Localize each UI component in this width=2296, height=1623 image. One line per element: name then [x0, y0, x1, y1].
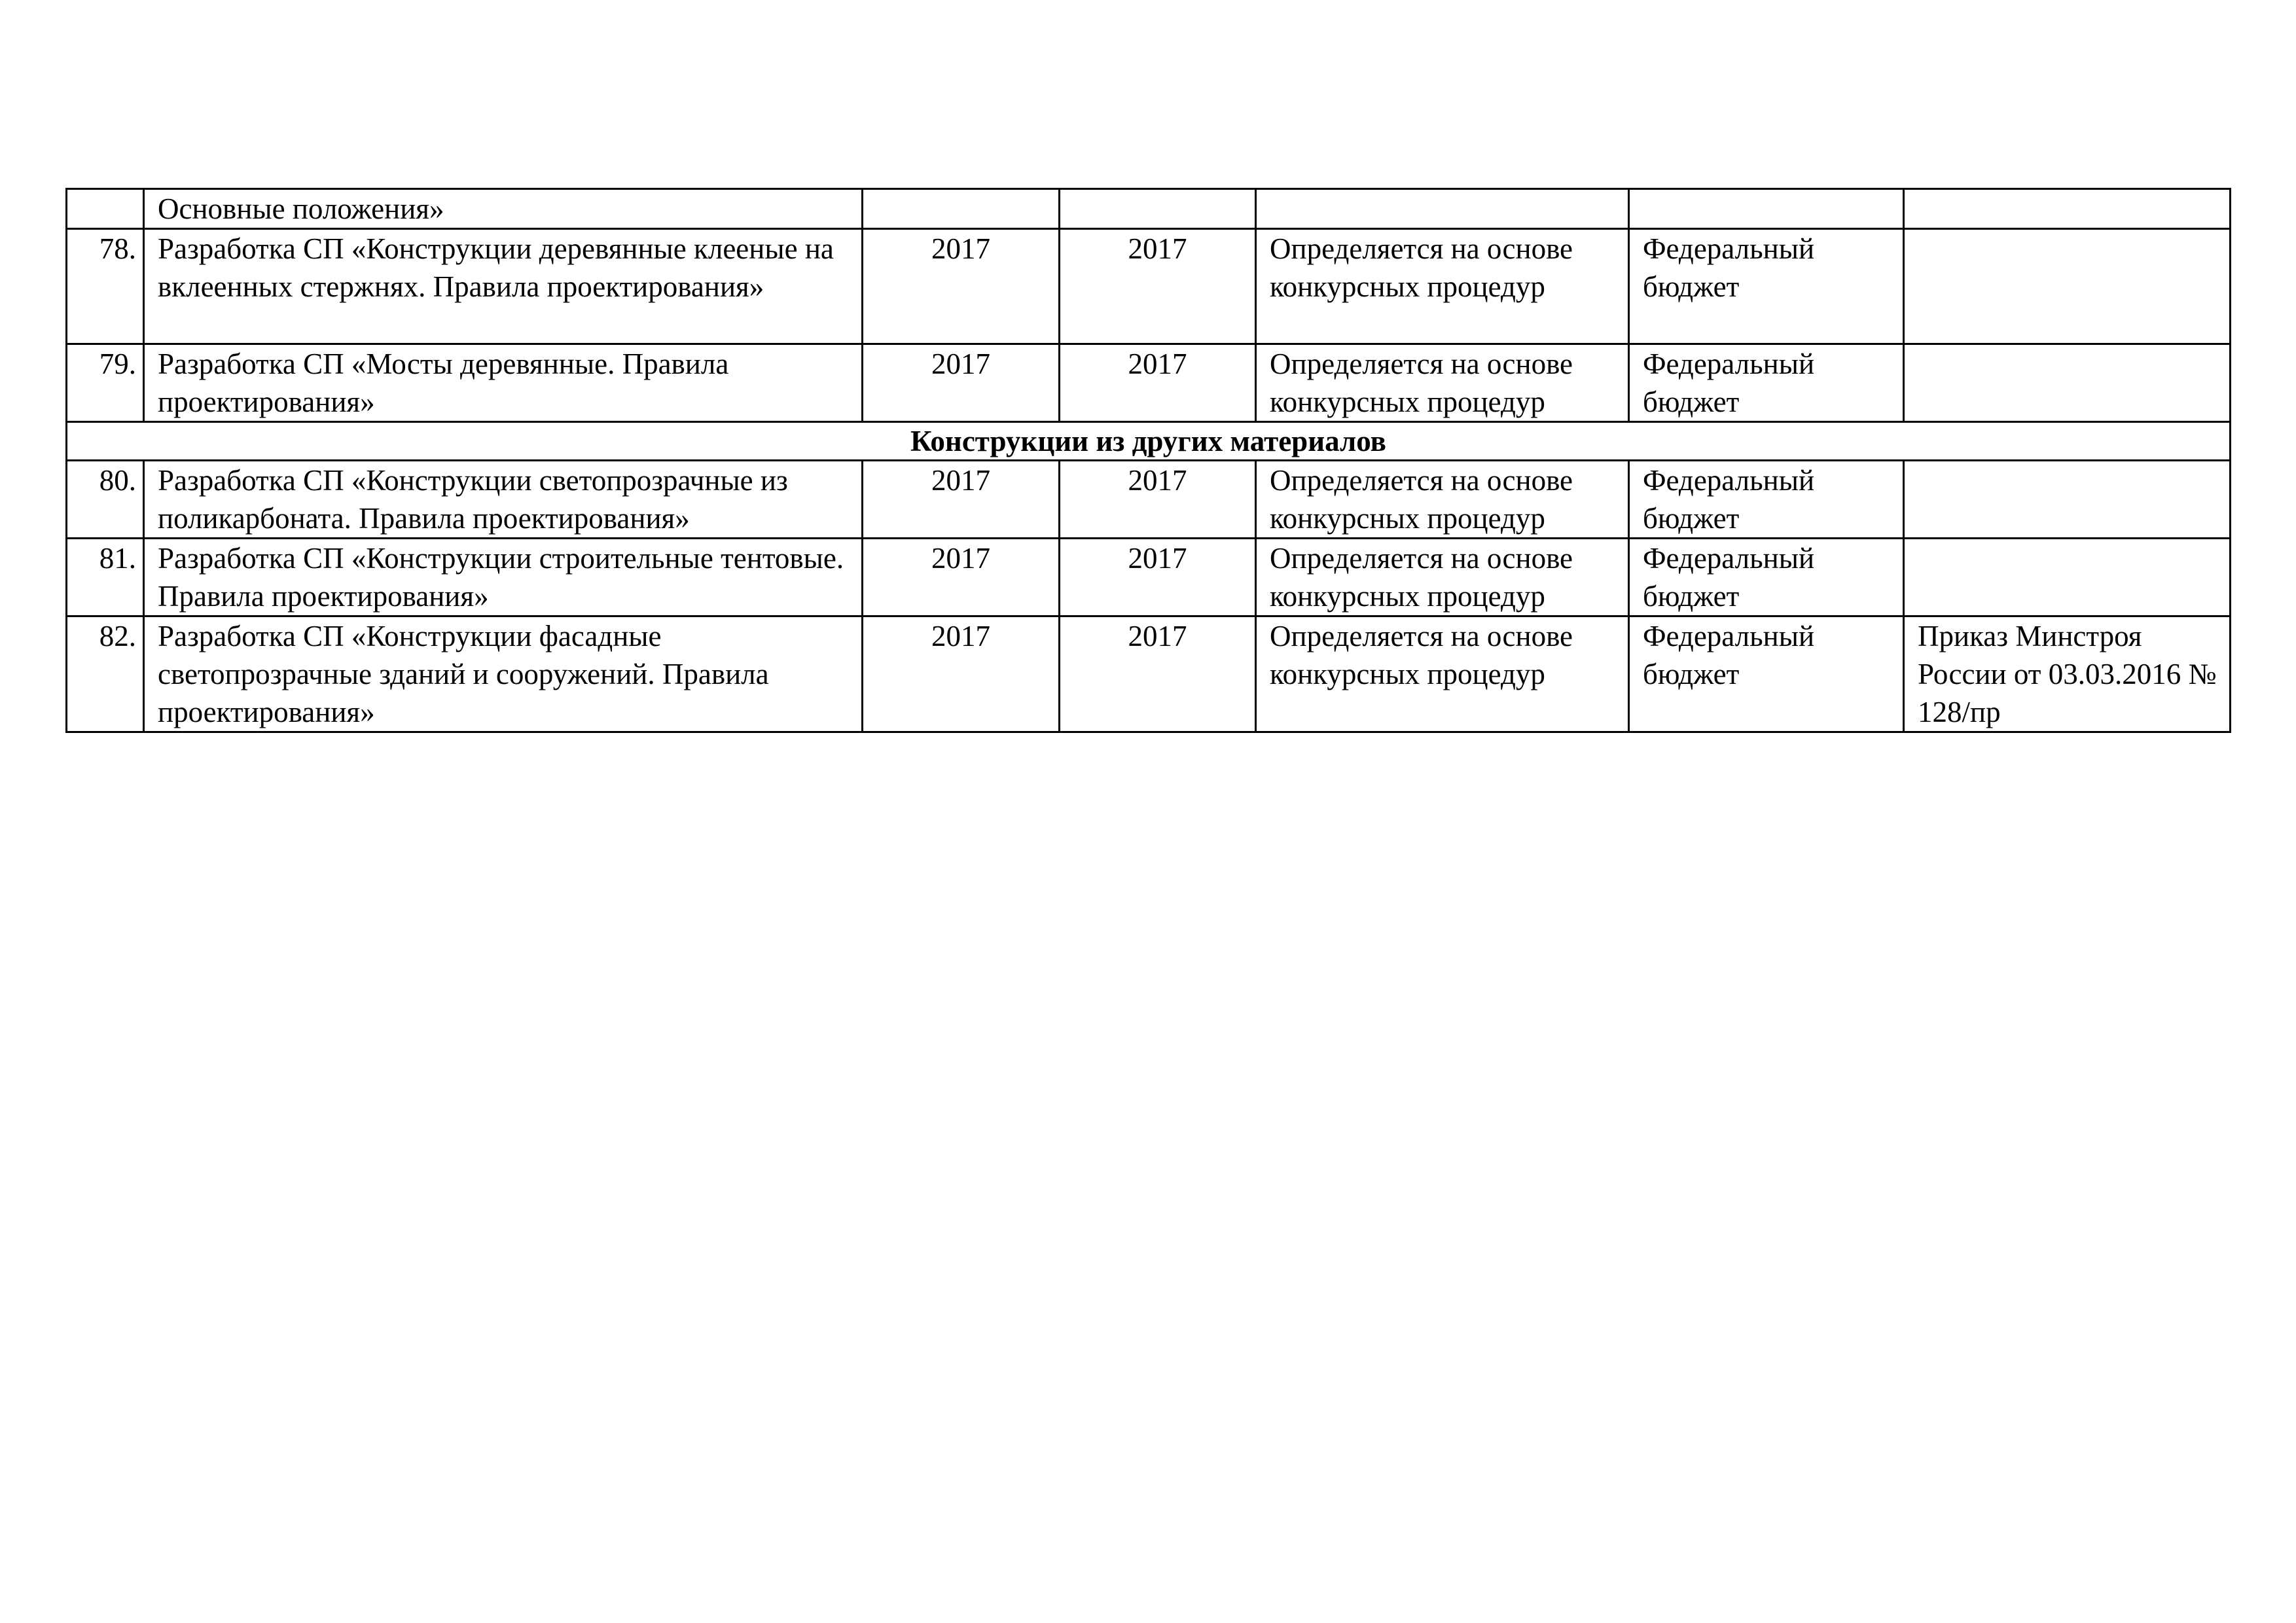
row-start-year: 2017	[863, 461, 1060, 539]
row-basis: Приказ Минстроя России от 03.03.2016 № 128/пр	[1904, 616, 2231, 732]
table-row	[67, 344, 2231, 422]
row-title: Разработка СП «Конструкции светопрозрачные из поликарбоната. Правила проектирования»	[144, 461, 863, 539]
table-row	[67, 539, 2231, 616]
row-end-year: 2017	[1060, 461, 1256, 539]
row-number: 78.	[67, 229, 144, 344]
row-cost: Определяется на основе конкурсных процедур	[1256, 229, 1629, 344]
row-source: Федеральный бюджет	[1629, 461, 1904, 539]
row-source: Федеральный бюджет	[1629, 616, 1904, 732]
row-end-year: 2017	[1060, 539, 1256, 616]
row-title: Разработка СП «Мосты деревянные. Правила проектирования»	[144, 344, 863, 422]
table-row	[67, 461, 2231, 539]
table-row	[67, 229, 2231, 344]
row-cost	[1256, 189, 1629, 229]
section-heading-row	[67, 422, 2231, 461]
row-basis	[1904, 229, 2231, 344]
row-source	[1629, 189, 1904, 229]
row-end-year: 2017	[1060, 344, 1256, 422]
section-heading: Конструкции из других материалов	[67, 422, 2231, 461]
row-title: Разработка СП «Конструкции фасадные светопрозрачные зданий и сооружений. Правила проектирования»	[144, 616, 863, 732]
row-end-year: 2017	[1060, 616, 1256, 732]
row-title: Основные положения»	[144, 189, 863, 229]
row-number	[67, 189, 144, 229]
table-row	[67, 616, 2231, 732]
row-basis	[1904, 344, 2231, 422]
row-cost: Определяется на основе конкурсных процедур	[1256, 461, 1629, 539]
row-end-year: 2017	[1060, 229, 1256, 344]
row-start-year: 2017	[863, 539, 1060, 616]
row-cost: Определяется на основе конкурсных процедур	[1256, 539, 1629, 616]
row-start-year: 2017	[863, 616, 1060, 732]
row-cost: Определяется на основе конкурсных процедур	[1256, 616, 1629, 732]
row-source: Федеральный бюджет	[1629, 344, 1904, 422]
row-start-year: 2017	[863, 344, 1060, 422]
row-number: 82.	[67, 616, 144, 732]
row-start-year: 2017	[863, 229, 1060, 344]
row-number: 81.	[67, 539, 144, 616]
row-source: Федеральный бюджет	[1629, 229, 1904, 344]
row-end-year	[1060, 189, 1256, 229]
row-cost: Определяется на основе конкурсных процедур	[1256, 344, 1629, 422]
row-title: Разработка СП «Конструкции деревянные клееные на вклеенных стержнях. Правила проектирования»	[144, 229, 863, 344]
row-title: Разработка СП «Конструкции строительные тентовые. Правила проектирования»	[144, 539, 863, 616]
row-source: Федеральный бюджет	[1629, 539, 1904, 616]
row-basis	[1904, 189, 2231, 229]
plan-table	[65, 188, 2231, 733]
row-number: 79.	[67, 344, 144, 422]
row-basis	[1904, 461, 2231, 539]
row-basis	[1904, 539, 2231, 616]
row-start-year	[863, 189, 1060, 229]
table-row-continuation	[67, 189, 2231, 229]
row-number: 80.	[67, 461, 144, 539]
